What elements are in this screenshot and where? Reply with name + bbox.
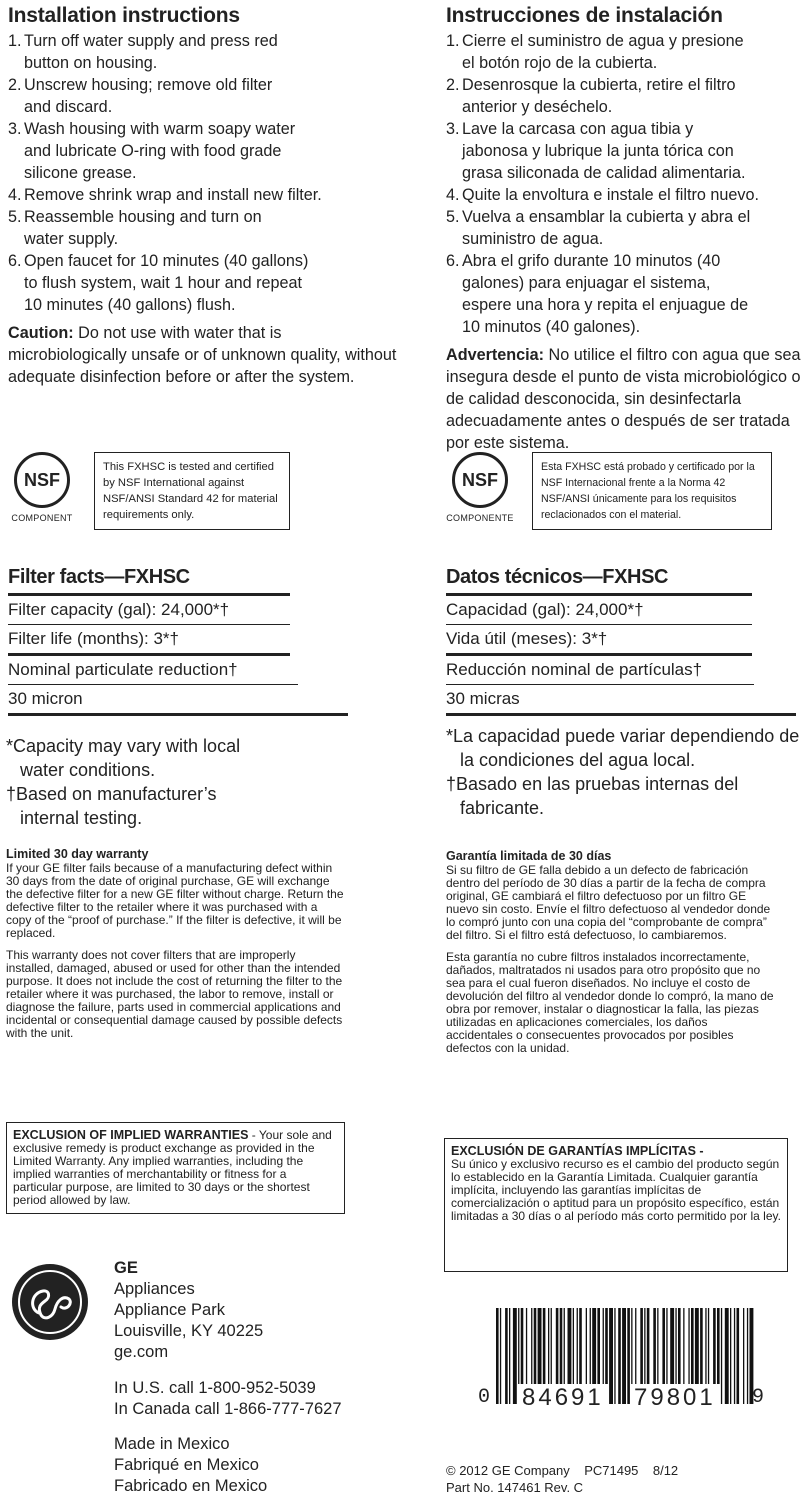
step-number: 5. (8, 208, 22, 226)
part-number: Part No. 147461 Rev. C (446, 1480, 584, 1495)
barcode-first-digit: 0 (478, 1386, 491, 1409)
life-en: Filter life (months): 3*† (8, 629, 179, 648)
step-text: Open faucet for 10 minutes (40 gallons) (24, 252, 309, 270)
step-text: Vuelva a ensamblar la cubierta y abra el (462, 208, 751, 226)
step-text: Desenrosque la cubierta, retire el filtro (462, 76, 736, 94)
step-number: 3. (446, 120, 460, 138)
reduction-en: Nominal particulate reduction† (8, 660, 238, 679)
install-en-step-4 (8, 184, 400, 206)
upc-barcode (478, 1308, 768, 1418)
step-text: water supply. (24, 230, 119, 248)
install-steps-es (446, 30, 808, 338)
exclusion-title-es: EXCLUSIÓN DE GARANTÍAS IMPLÍCITAS - (451, 1144, 704, 1158)
reduction-es: Reducción nominal de partículas† (446, 660, 703, 679)
step-number: 3. (8, 120, 22, 138)
install-es-step-4 (446, 184, 808, 206)
warranty-title-es: Garantía limitada de 30 días (446, 849, 612, 863)
nsf-sub-en: COMPONENT (11, 513, 73, 523)
warranty-title-en: Limited 30 day warranty (6, 847, 149, 861)
footnotes-en (6, 734, 276, 830)
install-en-step-6 (8, 250, 400, 316)
step-text: jabonosa y lubrique la junta tórica con (462, 142, 734, 160)
nsf-sub-es: COMPONENTE (446, 513, 514, 523)
copyright: © 2012 GE Company PC71495 8/12 (446, 1463, 679, 1478)
step-text: grasa siliconada de calidad alimentaria. (462, 164, 746, 182)
ge-website[interactable]: ge.com (114, 1343, 169, 1361)
install-es-step-2 (446, 74, 808, 118)
step-number: 4. (446, 186, 460, 204)
step-text: suministro de agua. (462, 230, 604, 248)
step-text: 10 minutos (40 galones). (462, 318, 641, 336)
made-en: Made in Mexico (114, 1435, 230, 1453)
step-number: 5. (446, 208, 460, 226)
step-text: Cierre el suministro de agua y presione (462, 32, 744, 50)
step-text: Wash housing with warm soapy water (24, 120, 296, 138)
barcode-bar (725, 1308, 729, 1404)
step-text: espere una hora y repita el enjuague de (462, 296, 749, 314)
step-text: Turn off water supply and press red (24, 32, 278, 50)
warranty-para2-es: Esta garantía no cubre filtros instalados incorrectamente, dañados, maltratados ni usados para otro propósito que no sea para el cual fueron diseñados. No incluye el costo de devolución del filtro al vendedor donde lo compró, la mano de obra por remover, instalar o diagnosticar la falla, las piezas utilizadas en aplicaciones comerciales, los daños accidentales o consecuentes provocados por posibles defectos con la unidad. (446, 950, 774, 1055)
nsf-logo-icon: NSF (14, 452, 70, 508)
install-title-en: Installation instructions (8, 4, 240, 27)
phone-canada: In Canada call 1-866-777-7627 (114, 1400, 342, 1418)
barcode-bar (496, 1308, 499, 1404)
nsf-badge-en (6, 452, 78, 523)
made-es: Fabricado en Mexico (114, 1477, 268, 1495)
install-en-step-3 (8, 118, 400, 184)
facts-title-en: Filter facts—FXHSC (8, 566, 190, 588)
install-es-step-6 (446, 250, 808, 338)
step-text: Remove shrink wrap and install new filter. (24, 186, 322, 204)
footnotes-es (446, 724, 810, 820)
barcode-bar (734, 1308, 735, 1404)
install-es-step-1 (446, 30, 808, 74)
capacity-es: Capacidad (gal): 24,000*† (446, 600, 644, 619)
step-number: 1. (8, 32, 22, 50)
caution-text-es: No utilice el filtro con agua que sea insegura desde el punto de vista microbiológico o de calidad desconocida, sin desinfectarla adecuadamente antes o después de ser tratada por este sistema. (446, 346, 801, 452)
nsf-logo-icon: NSF (452, 452, 508, 508)
step-text: Reassemble housing and turn on (24, 208, 262, 226)
warranty-para2-en: This warranty does not cover filters that are improperly installed, damaged, abused or used for other than the intended purpose. It does not include the cost of returning the filter to the retailer where it was purchased, the labor to remove, install or diagnose the failure, parts used in commercial applications and incidental or consequential damage caused by possible defects with the unit. (6, 948, 343, 1040)
ge-address2: Louisville, KY 40225 (114, 1322, 264, 1340)
barcode-bar (730, 1308, 731, 1404)
caution-text-en: Do not use with water that is microbiologically unsafe or of unknown quality, without adequate disinfection before or after the system. (8, 324, 397, 386)
exclusion-text-en: - Your sole and exclusive remedy is product exchange as provided in the Limited Warranty. Any implied warranties, including the implied warranties of merchantability or fitness for a particular purpose, are limited to 30 days or the shortest period allowed by law. (13, 1128, 332, 1207)
step-number: 4. (8, 186, 22, 204)
step-text: Unscrew housing; remove old filter (24, 76, 273, 94)
caution-label-es: Advertencia: (446, 346, 545, 364)
install-es-step-5 (446, 206, 808, 250)
exclusion-text-es: Su único y exclusivo recurso es el cambio del producto según lo establecido en la Garantía Limitada. Cualquier garantía implícita, incluyendo las garantías implícitas de comercialización o aptitud para un propósito específico, están limitadas a 30 días o al período más corto permitido por la ley. (451, 1157, 781, 1223)
exclusion-es (444, 1138, 788, 1272)
facts-title-es: Datos técnicos—FXHSC (446, 566, 669, 588)
barcode-bar (513, 1308, 517, 1404)
step-text: 10 minutes (40 gallons) flush. (24, 296, 236, 314)
barcode-bar (500, 1308, 501, 1404)
footnote-capacity-es: *La capacidad puede variar dependiendo de la condiciones del agua local. (446, 726, 800, 770)
caution-en (8, 322, 400, 388)
micron-en: 30 micron (8, 689, 83, 708)
nsf-certification-es (444, 452, 772, 530)
ge-monogram-icon (12, 1264, 88, 1340)
barcode-bar (737, 1308, 740, 1404)
barcode-bar (609, 1308, 613, 1404)
ge-brand: GE (114, 1259, 138, 1277)
barcode-bar (622, 1308, 626, 1404)
nsf-badge-es (444, 452, 516, 523)
step-text: Abra el grifo durante 10 minutos (40 (462, 252, 721, 270)
step-text: Lave la carcasa con agua tibia y (462, 120, 694, 138)
capacity-en: Filter capacity (gal): 24,000*† (8, 600, 230, 619)
install-en-step-2 (8, 74, 400, 118)
footnote-capacity-en: *Capacity may vary with local water conditions. (6, 736, 241, 780)
filter-facts-en (8, 566, 290, 716)
step-number: 6. (8, 252, 22, 270)
barcode-bar (509, 1308, 510, 1404)
exclusion-en (6, 1122, 345, 1214)
english-column (8, 0, 400, 388)
barcode-bar (614, 1308, 615, 1404)
step-text: to flush system, wait 1 hour and repeat (24, 274, 303, 292)
step-text: button on housing. (24, 54, 158, 72)
install-steps-en (8, 30, 400, 316)
step-text: and lubricate O-ring with food grade (24, 142, 282, 160)
spanish-column (446, 0, 808, 454)
barcode-bar (743, 1308, 744, 1404)
barcode-bar (618, 1308, 621, 1404)
warranty-en (6, 848, 344, 1049)
install-title-es: Instrucciones de instalación (446, 4, 723, 27)
warranty-para1-es: Si su filtro de GE falla debido a un defecto de fabricación dentro del período de 30 días a partir de la fecha de compra original, GE cambiará el filtro defectuoso por un filtro GE nuevo sin costo. Envíe el filtro defectuoso al vendedor donde lo compró junto con una copia del “comprobante de compra” del filtro. Si el filtro está defectuoso, lo cambiaremos. (446, 863, 771, 942)
ge-address1: Appliance Park (114, 1301, 225, 1319)
step-text: Quite la envoltura e instale el filtro nuevo. (462, 186, 759, 204)
life-es: Vida útil (meses): 3*† (446, 629, 608, 648)
barcode-group1: 84691 (518, 1384, 608, 1412)
caution-es (446, 344, 808, 454)
warranty-para1-en: If your GE filter fails because of a manufacturing defect within 30 days from the date of original purchase, GE will exchange the defective filter for a new GE filter without charge. Return the defective filter to the retailer where it was purchased with a copy of the “proof of purchase.” If the filter is defective, it will be replaced. (6, 861, 344, 940)
ge-division: Appliances (114, 1280, 195, 1298)
barcode-bar (747, 1308, 748, 1404)
install-en-step-5 (8, 206, 400, 250)
step-text: anterior y deséchelo. (462, 98, 613, 116)
barcode-bar (505, 1308, 508, 1404)
exclusion-title-en: EXCLUSION OF IMPLIED WARRANTIES (13, 1128, 249, 1142)
nsf-statement-es: Esta FXHSC está probado y certificado por la NSF Internacional frente a la Norma 42 NSF/ANSI únicamente para los requisitos reclacionados con el material. (532, 452, 772, 530)
ge-address (114, 1258, 263, 1363)
warranty-es (446, 850, 776, 1064)
footnote-testing-es: †Basado en las pruebas internas del fabricante. (446, 774, 739, 818)
step-text: el botón rojo de la cubierta. (462, 54, 658, 72)
step-number: 2. (8, 76, 22, 94)
nsf-statement-en: This FXHSC is tested and certified by NSF International against NSF/ANSI Standard 42 for material requirements only. (94, 452, 290, 530)
nsf-certification-en (6, 452, 290, 530)
step-number: 1. (446, 32, 460, 50)
micron-es: 30 micras (446, 689, 520, 708)
filter-facts-es (446, 566, 752, 716)
caution-label-en: Caution: (8, 324, 74, 342)
country-of-origin (114, 1434, 267, 1497)
install-en-step-1 (8, 30, 400, 74)
step-text: galones) para enjuagar el sistema, (462, 274, 711, 292)
step-text: and discard. (24, 98, 113, 116)
barcode-last-digit: 9 (752, 1386, 765, 1409)
barcode-group2: 79801 (630, 1384, 720, 1412)
barcode-bar (721, 1308, 722, 1404)
made-fr: Fabriqué en Mexico (114, 1456, 259, 1474)
footnote-testing-en: †Based on manufacturer’s internal testing. (6, 784, 217, 828)
install-es-step-3 (446, 118, 808, 184)
step-number: 6. (446, 252, 460, 270)
ge-phone (114, 1378, 342, 1420)
step-text: silicone grease. (24, 164, 137, 182)
phone-us: In U.S. call 1-800-952-5039 (114, 1379, 316, 1397)
step-number: 2. (446, 76, 460, 94)
copyright-footer (446, 1462, 678, 1496)
